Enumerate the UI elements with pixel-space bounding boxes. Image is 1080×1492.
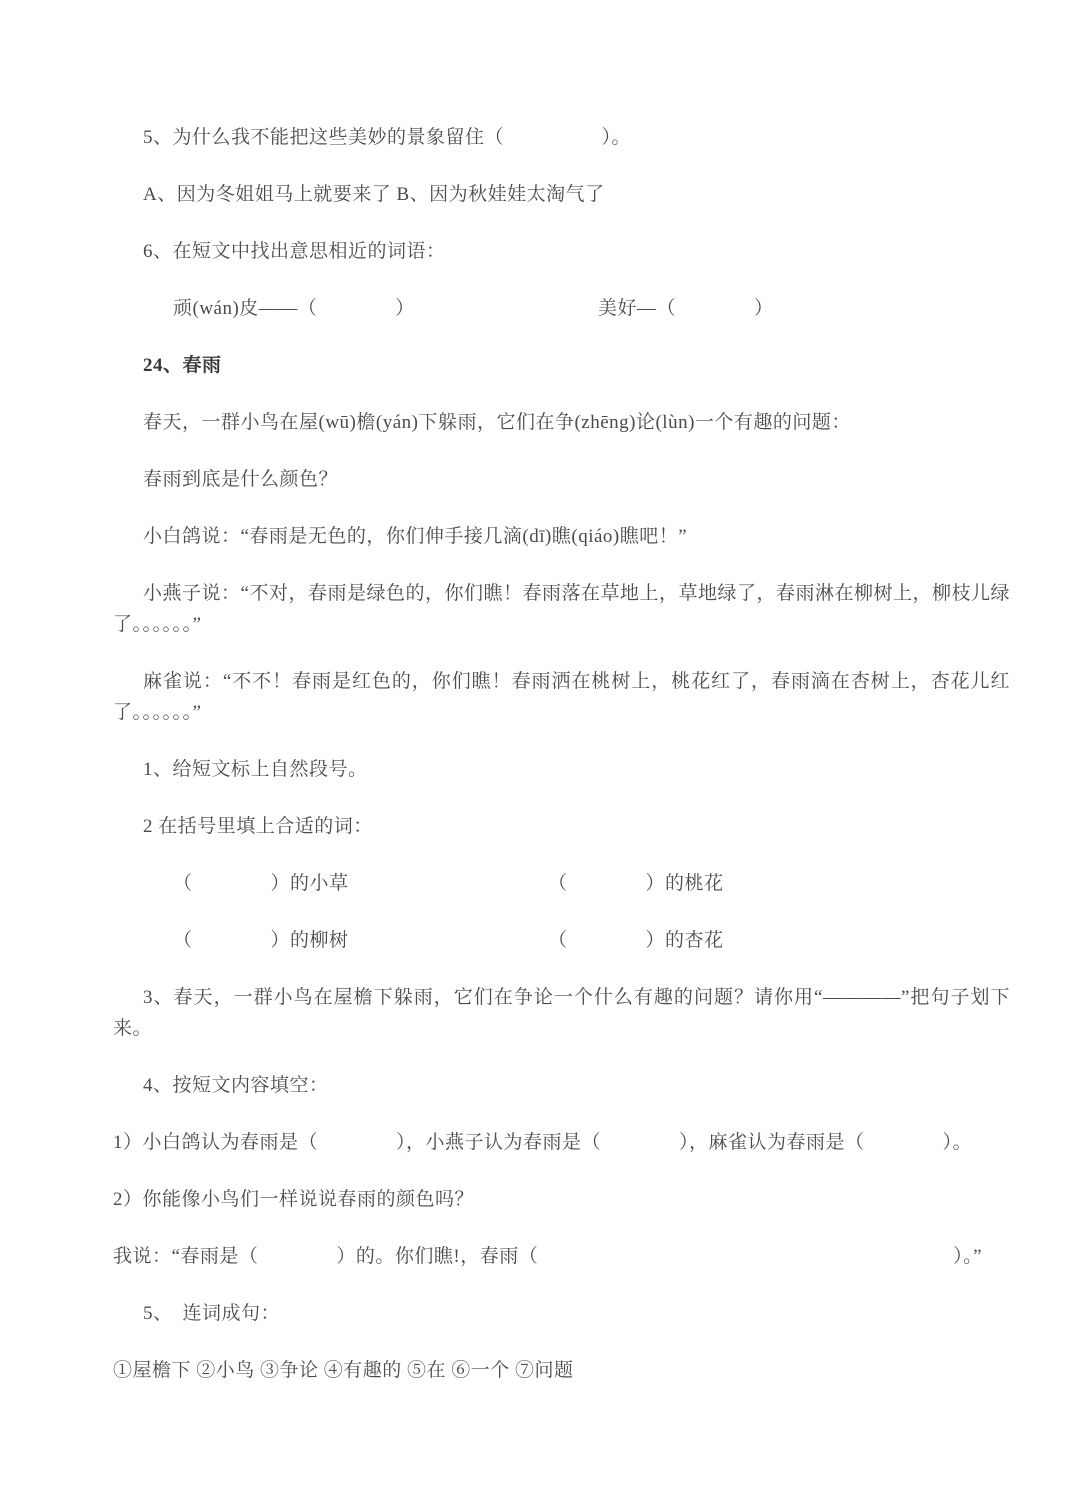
prev-question-5-prompt: 5、为什么我不能把这些美妙的景象留住（ ）。 [143, 127, 632, 148]
question-4-sub-1: 1）小白鸽认为春雨是（ ），小燕子认为春雨是（ ），麻雀认为春雨是（ ）。 [113, 1132, 973, 1153]
passage-title: 24、春雨 [143, 355, 222, 376]
synonym-blank-right: 美好—（ ） [598, 298, 774, 319]
question-5: 5、 连词成句： [143, 1303, 281, 1324]
prev-question-6-pairs [113, 293, 1010, 324]
question-1: 1、给短文标上自然段号。 [143, 759, 368, 780]
question-4: 4、按短文内容填空： [143, 1075, 329, 1096]
prev-question-6-prompt: 6、在短文中找出意思相近的词语： [143, 241, 446, 262]
fill-blank-willow: （ ）的柳树 [173, 930, 349, 951]
question-4-answer-line [113, 1241, 1010, 1272]
passage-paragraph-4: 小燕子说：“不对，春雨是绿色的，你们瞧！春雨落在草地上，草地绿了，春雨淋在柳树上，柳枝儿绿了。。。。。。” [113, 583, 1010, 635]
fill-blank-apricot: （ ）的杏花 [548, 930, 724, 951]
passage-paragraph-1: 春天，一群小鸟在屋(wū)檐(yán)下躲雨，它们在争(zhēng)论(lùn)一个有趣的问题： [143, 412, 851, 433]
question-5-words: ①屋檐下 ②小鸟 ③争论 ④有趣的 ⑤在 ⑥一个 ⑦问题 [113, 1360, 574, 1381]
worksheet-content [113, 122, 1010, 1412]
passage-paragraph-3: 小白鸽说：“春雨是无色的，你们伸手接几滴(dī)瞧(qiáo)瞧吧！” [143, 526, 688, 547]
question-2: 2 在括号里填上合适的词： [143, 816, 373, 837]
synonym-blank-left: 顽(wán)皮——（ ） [173, 298, 415, 319]
fill-blank-grass: （ ）的小草 [173, 873, 349, 894]
question-2-row-1 [113, 868, 1010, 899]
question-2-row-2 [113, 925, 1010, 956]
fill-blank-peach: （ ）的桃花 [548, 873, 724, 894]
question-3: 3、春天，一群小鸟在屋檐下躲雨，它们在争论一个什么有趣的问题？请你用“————”把句子划下来。 [113, 987, 1010, 1039]
answer-line-right: ）。” [953, 1246, 982, 1267]
answer-line-left: 我说：“春雨是（ ）的。你们瞧!，春雨（ [113, 1246, 539, 1267]
passage-paragraph-2: 春雨到底是什么颜色？ [143, 469, 339, 490]
question-4-sub-2: 2）你能像小鸟们一样说说春雨的颜色吗？ [113, 1189, 475, 1210]
passage-paragraph-5: 麻雀说：“不不！春雨是红色的，你们瞧！春雨洒在桃树上，桃花红了，春雨滴在杏树上，杏花儿红了。。。。。。” [113, 671, 1010, 723]
prev-question-5-options: A、因为冬姐姐马上就要来了 B、因为秋娃娃太淘气了 [143, 184, 605, 205]
